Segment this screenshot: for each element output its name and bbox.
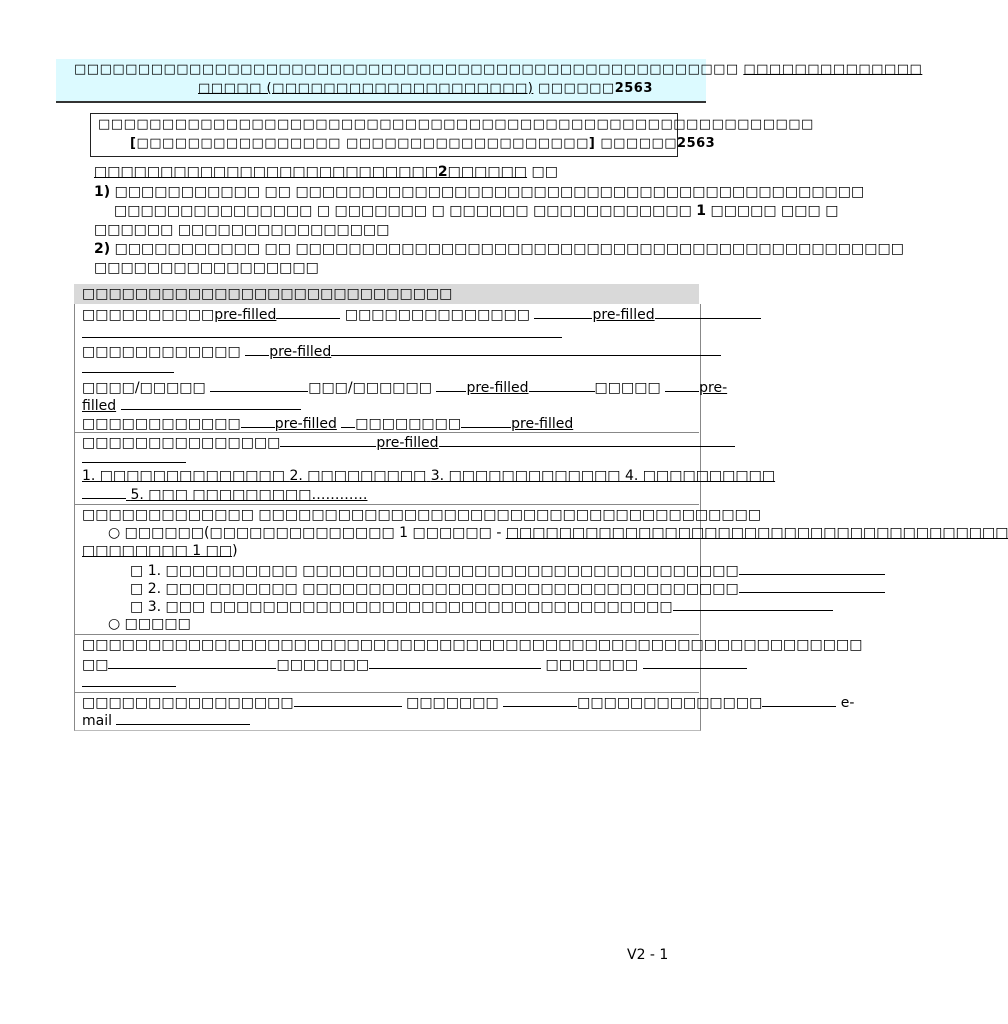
header-year: 2563 — [614, 81, 653, 96]
sub-checkbox-1[interactable]: □ — [130, 563, 144, 579]
item2-line2: □□□□□□□□□□□□□□□□□ — [94, 260, 319, 276]
name-row-continuation — [82, 325, 562, 342]
phone-row — [82, 415, 573, 432]
sub-checkbox-3[interactable]: □ — [130, 599, 144, 615]
address-row — [82, 379, 727, 396]
address-value-1[interactable]: pre-filled — [466, 380, 529, 396]
contact-row — [82, 656, 747, 673]
type-options-2 — [82, 486, 367, 503]
instructions-heading-prefix: □□□□□□□□□□□□□□□□□□□□□□□□□□ — [94, 164, 438, 180]
item1-sub-num: 1 — [696, 203, 707, 219]
contact-question: □□□□□□□□□□□□□□□□□□□□□□□□□□□□□□□□□□□□□□□□□□□□□□□□□□□□□□□□□□□ — [82, 637, 863, 653]
type-option-4[interactable]: 4. □□□□□□□□□□ — [624, 468, 776, 484]
divider-3 — [74, 634, 699, 635]
contact2-label-2: □□□□□□□ — [406, 695, 499, 711]
agency-row — [82, 343, 721, 360]
sub-option-2 — [130, 580, 885, 597]
item1-text: □□□□□□□□□□□ □□ □□□□□□□□□□□□□□□□□□□□□□□□□□□□□□□□□□□□□□□□□□□ — [114, 184, 865, 200]
radio-yes-label: □□□□□□(□□□□□□□□□□□□□□ — [124, 525, 395, 541]
address-row-continuation — [82, 397, 301, 414]
contact-label-2: □□□□□□□ — [276, 657, 370, 673]
title-line2 — [130, 136, 715, 151]
type-label: □□□□□□□□□□□□□□□ — [82, 435, 281, 451]
item1-line3: □□□□□□ □□□□□□□□□□□□□□□□ — [94, 222, 390, 238]
item1-sub-b: □□□□□ □□□ □ — [710, 203, 839, 219]
agency-row-continuation — [82, 360, 174, 377]
form-section-title: □□□□□□□□□□□□□□□□□□□□□□□□□□□□ — [82, 286, 453, 302]
type-option-3[interactable]: 3. □□□□□□□□□□□□□ — [430, 468, 621, 484]
radio-yes-row — [108, 525, 1008, 541]
radio-yes-line2: □□□□□□□□ 1 □□ — [82, 543, 233, 559]
fax-value[interactable]: pre-filled — [511, 416, 574, 432]
instructions-heading-number: 2 — [437, 164, 448, 180]
email-label-b: mail — [82, 713, 112, 729]
contact2-label-1: □□□□□□□□□□□□□□□□ — [82, 695, 294, 711]
type-row — [82, 434, 735, 451]
address-value-2[interactable]: pre- — [699, 380, 728, 396]
contact-field-1[interactable] — [108, 656, 276, 669]
radio-no-row — [108, 616, 191, 632]
radio-no-label: □□□□□ — [124, 616, 191, 632]
contact-label-3: □□□□□□□ — [545, 657, 639, 673]
header-line1 — [74, 62, 922, 77]
header-line2 — [198, 81, 653, 96]
divider-4 — [74, 692, 699, 693]
title-line1: □□□□□□□□□□□□□□□□□□□□□□□□□□□□□□□□□□□□□□□□□□□□□□□□□□□□□□□□ — [98, 117, 814, 132]
title-line2-suffix: □□□□□□ — [600, 136, 678, 151]
contact-field-2[interactable] — [369, 656, 541, 669]
item1-sub-a: □□□□□□□□□□□□□□□ □ □□□□□□□ □ □□□□□□ □□□□□□□□□□□□ — [114, 203, 692, 219]
contact2-field-1[interactable] — [294, 694, 402, 707]
item2-num: 2) — [94, 241, 111, 257]
header-line1-underlined: □□□□□□□□□□□□□□ — [743, 62, 923, 77]
type-option-5[interactable]: 5. □□□ □□□□□□□□□………… — [130, 487, 368, 503]
instructions-heading-end: □□ — [531, 164, 558, 180]
phone-value[interactable]: pre-filled — [274, 416, 337, 432]
header-rule — [56, 101, 706, 103]
type-option-2[interactable]: 2. □□□□□□□□□ — [289, 468, 427, 484]
name-label: □□□□□□□□□□ — [82, 307, 215, 323]
position-value[interactable]: pre-filled — [592, 307, 655, 323]
contact-label-1: □□ — [82, 657, 109, 673]
contact-field-3[interactable] — [643, 656, 747, 669]
sub-option-3 — [130, 598, 833, 615]
contact2-field-2[interactable] — [503, 694, 577, 707]
email-field[interactable] — [116, 712, 250, 725]
instructions-heading — [94, 164, 558, 180]
question-label: □□□□□□□□□□□□□ □□□□□□□□□□□□□□□□□□□□□□□□□□□□□□□□□□□□□□ — [82, 507, 762, 523]
page-number: V2 - 1 — [627, 947, 669, 963]
address-label-1: □□□□/□□□□□ — [82, 380, 206, 396]
divider-1 — [74, 432, 699, 433]
header-line2-suffix: □□□□□□ — [537, 81, 615, 96]
type-options — [82, 468, 775, 484]
radio-no[interactable]: ○ — [108, 616, 121, 632]
type-row-continuation — [82, 450, 186, 467]
instructions-heading-tail: □□□□□□ — [447, 164, 528, 180]
contact2-row — [82, 694, 854, 711]
radio-yes-tail: □□□□□□□□□□□□□□□□□□□□□□□□□□□□□□□□□□□□□□ — [505, 525, 1008, 541]
radio-yes-paren: ) — [232, 543, 238, 559]
item1-num: 1) — [94, 184, 111, 200]
instructions-item1-sub — [114, 203, 838, 219]
type-option-1[interactable]: 1. □□□□□□□□□□□□□□ — [82, 468, 285, 484]
name-row — [82, 306, 761, 323]
address-value-2b[interactable]: filled — [82, 398, 117, 414]
divider-2 — [74, 504, 699, 505]
radio-yes-num: 1 □□□□□□ - — [399, 525, 502, 541]
email-label-a: e- — [840, 695, 855, 711]
phone-label: □□□□□□□□□□□□ — [82, 416, 241, 432]
address-label-3: □□□□□ — [594, 380, 661, 396]
address-label-2: □□□/□□□□□□ — [308, 380, 432, 396]
header-line2-underlined: □□□□□ (□□□□□□□□□□□□□□□□□□□□) — [198, 81, 534, 96]
contact2-field-3[interactable] — [762, 694, 836, 707]
name-value[interactable]: pre-filled — [214, 307, 277, 323]
sub-option-3-label: 3. □□□ □□□□□□□□□□□□□□□□□□□□□□□□□□□□□□□□□□□ — [147, 599, 673, 615]
sub-option-1-label: 1. □□□□□□□□□□ □□□□□□□□□□□□□□□□□□□□□□□□□□□□□□□□□ — [147, 563, 739, 579]
type-value[interactable]: pre-filled — [376, 435, 439, 451]
contact2-label-3: □□□□□□□□□□□□□□ — [577, 695, 763, 711]
email-row — [82, 712, 250, 729]
sub-option-2-label: 2. □□□□□□□□□□ □□□□□□□□□□□□□□□□□□□□□□□□□□□□□□□□□ — [147, 581, 739, 597]
fax-label: □□□□□□□□ — [355, 416, 462, 432]
agency-value[interactable]: pre-filled — [269, 344, 332, 360]
position-label: □□□□□□□□□□□□□□ — [344, 307, 531, 323]
instructions-item2 — [94, 241, 904, 257]
sub-option-1 — [130, 562, 885, 579]
header-line1-text: □□□□□□□□□□□□□□□□□□□□□□□□□□□□□□□□□□□□□□□□□□□□□□□□□□□□ — [74, 62, 739, 77]
agency-label: □□□□□□□□□□□□ — [82, 344, 241, 360]
title-year: 2563 — [677, 136, 716, 151]
item2-text: □□□□□□□□□□□ □□ □□□□□□□□□□□□□□□□□□□□□□□□□□□□□□□□□□□□□□□□□□□□□□ — [114, 241, 904, 257]
radio-yes-row-2 — [82, 543, 238, 559]
sub-checkbox-2[interactable]: □ — [130, 581, 144, 597]
radio-yes[interactable]: ○ — [108, 525, 121, 541]
title-line2-text: [□□□□□□□□□□□□□□□□ □□□□□□□□□□□□□□□□□□□] — [130, 136, 596, 151]
instructions-item1 — [94, 184, 864, 200]
contact-row-continuation — [82, 674, 176, 691]
